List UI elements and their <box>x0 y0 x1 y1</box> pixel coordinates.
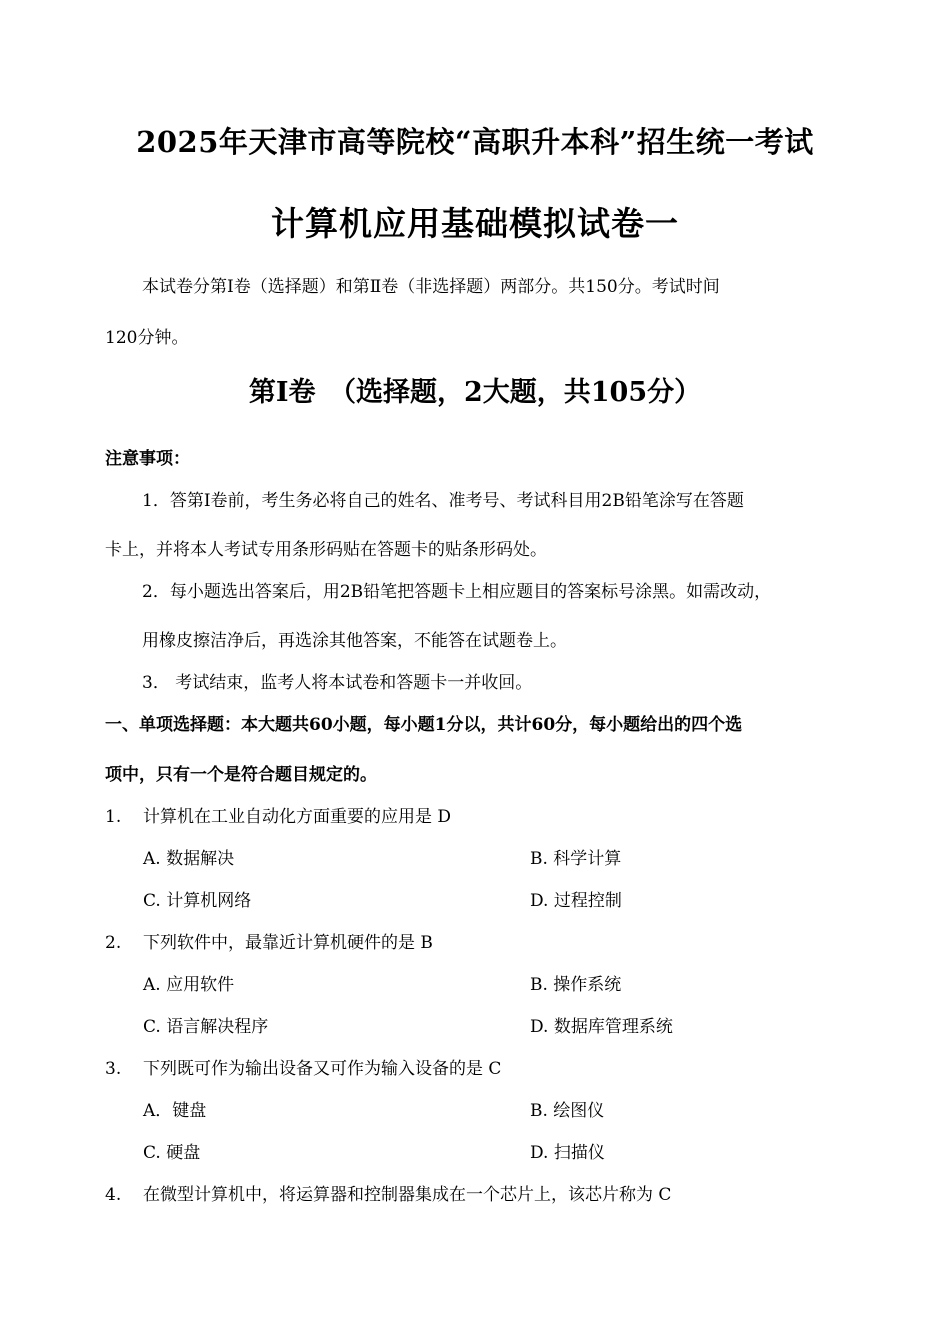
paper-title: 计算机应用基础模拟试卷一 <box>271 204 679 243</box>
question-text: 下列既可作为输出设备又可作为输入设备的是 C <box>143 1059 502 1079</box>
question-4 <box>105 1180 671 1205</box>
q3-option-c: C. 硬盘 <box>143 1143 201 1163</box>
question-text: 在微型计算机中，将运算器和控制器集成在一个芯片上，该芯片称为 C <box>143 1185 672 1205</box>
q2-option-b: B. 操作系统 <box>530 975 622 995</box>
question-text: 计算机在工业自动化方面重要的应用是 D <box>143 807 452 827</box>
q3-option-d: D. 扫描仪 <box>530 1143 605 1163</box>
intro-line-1: 本试卷分第Ⅰ卷（选择题）和第Ⅱ卷（非选择题）两部分。共150分。考试时间 <box>142 277 720 297</box>
question-number: 1. <box>105 807 122 827</box>
section-1-title: 第Ⅰ卷 （选择题，2大题，共105分） <box>248 377 702 408</box>
q1-option-c: C. 计算机网络 <box>143 891 252 911</box>
q1-option-b: B. 科学计算 <box>530 849 622 869</box>
q2-option-d: D. 数据库管理系统 <box>530 1017 673 1037</box>
question-3 <box>105 1054 501 1079</box>
note-2-line-1: 2．每小题选出答案后，用2B铅笔把答题卡上相应题目的答案标号涂黑。如需改动， <box>142 582 772 602</box>
q3-option-a: A．键盘 <box>143 1101 207 1121</box>
exam-title: 2025年天津市高等院校“高职升本科”招生统一考试 <box>136 125 814 159</box>
question-2 <box>105 928 433 953</box>
q1-option-a: A. 数据解决 <box>143 849 235 869</box>
question-1 <box>105 802 451 827</box>
note-1-line-2: 卡上，并将本人考试专用条形码贴在答题卡的贴条形码处。 <box>105 540 547 560</box>
question-number: 4. <box>105 1185 122 1205</box>
part-1-heading-line-1: 一、单项选择题：本大题共60小题，每小题1分以，共计60分，每小题给出的四个选 <box>105 715 743 735</box>
question-text: 下列软件中，最靠近计算机硬件的是 B <box>143 933 433 953</box>
note-3: 3． 考试结束，监考人将本试卷和答题卡一并收回。 <box>142 673 533 693</box>
q1-option-d: D. 过程控制 <box>530 891 622 911</box>
question-number: 2. <box>105 933 122 953</box>
q2-option-a: A. 应用软件 <box>143 975 235 995</box>
part-1-heading-line-2: 项中，只有一个是符合题目规定的。 <box>105 765 377 785</box>
intro-line-2: 120分钟。 <box>105 328 189 348</box>
question-number: 3. <box>105 1059 122 1079</box>
note-2-line-2: 用橡皮擦洁净后，再选涂其他答案，不能答在试题卷上。 <box>142 631 567 651</box>
q3-option-b: B. 绘图仪 <box>530 1101 605 1121</box>
notes-heading: 注意事项： <box>105 449 190 469</box>
note-1-line-1: 1．答第Ⅰ卷前，考生务必将自己的姓名、准考号、考试科目用2B铅笔涂写在答题 <box>142 491 744 511</box>
q2-option-c: C. 语言解决程序 <box>143 1017 269 1037</box>
